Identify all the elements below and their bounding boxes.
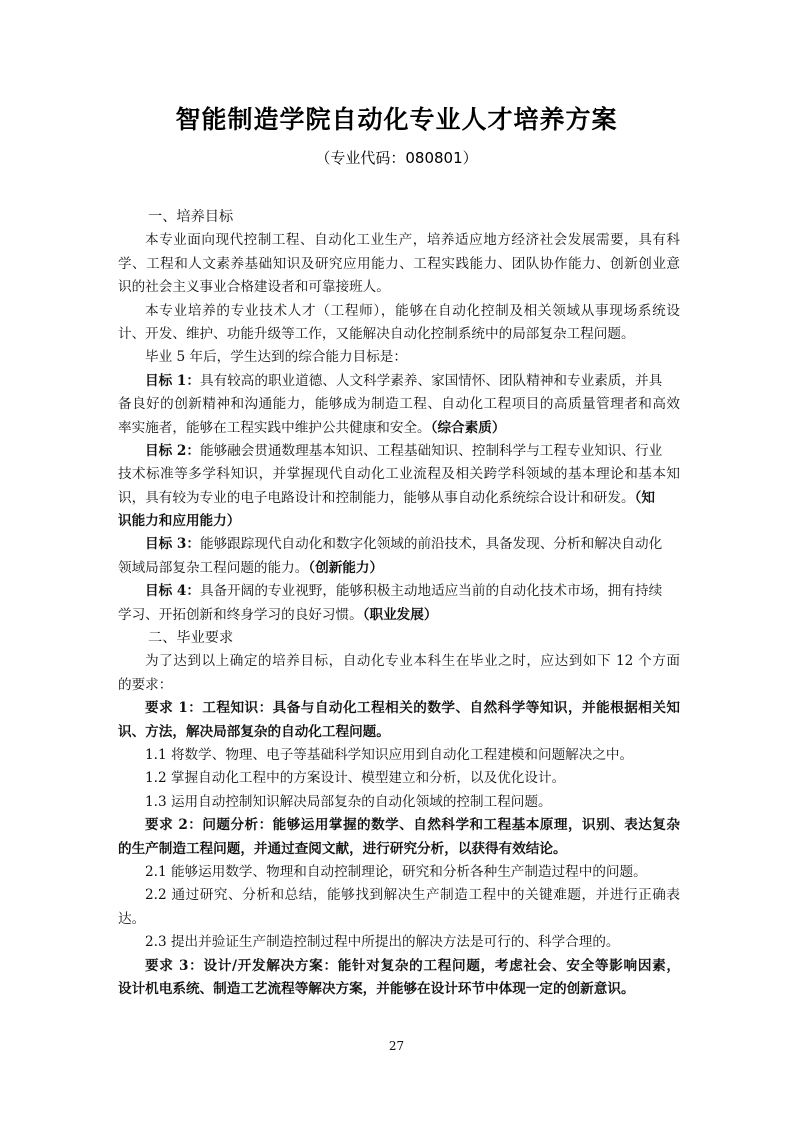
- requirement-item: 2.3 提出并验证生产制造控制过程中所提出的解决方法是可行的、科学合理的。: [145, 934, 620, 951]
- page-number: 27: [388, 1039, 405, 1053]
- paragraph-line: [118, 557, 680, 580]
- paragraph-line: [118, 604, 680, 627]
- goal-label: 目标 3：: [145, 536, 200, 553]
- paragraph-line: [118, 487, 680, 510]
- requirement-2-cont: 的生产制造工程问题，并通过查阅文献，进行研究分析，以获得有效结论。: [118, 840, 567, 857]
- paragraph-line: 识的社会主义事业合格建设者和可靠接班人。: [118, 279, 390, 296]
- goal-1: [118, 370, 680, 393]
- goal-label: 目标 1：: [145, 372, 200, 389]
- requirement-3: 要求 3：设计/开发解决方案：能针对复杂的工程问题，考虑社会、安全等影响因素，: [145, 957, 680, 974]
- document-body: [118, 206, 680, 1001]
- requirement-2: 要求 2：问题分析：能够运用掌握的数学、自然科学和工程基本原理，识别、表达复杂: [145, 817, 680, 834]
- goal-2: [118, 440, 680, 463]
- goal-text: 具有较高的职业道德、人文科学素养、家国情怀、团队精神和专业素质，并具: [199, 372, 663, 389]
- requirement-item: 2.1 能够运用数学、物理和自动控制理论，研究和分析各种生产制造过程中的问题。: [145, 863, 647, 880]
- goal-text: 领域局部复杂工程问题的能力。: [118, 559, 309, 576]
- goal-tag: （创新能力）: [308, 559, 384, 576]
- requirement-item: 1.2 掌握自动化工程中的方案设计、模型建立和分析，以及优化设计。: [145, 770, 566, 787]
- goal-tag: 识能力和应用能力）: [118, 513, 241, 530]
- paragraph-line: 本专业培养的专业技术人才（工程师），能够在自动化控制及相关领域从事现场系统设: [145, 302, 680, 319]
- goal-text: 识，具有较为专业的电子电路设计和控制能力，能够从事自动化系统综合设计和研发。: [118, 489, 635, 506]
- requirement-item: 1.3 运用自动控制知识解决局部复杂的自动化领域的控制工程问题。: [145, 793, 552, 810]
- goal-4: [118, 580, 680, 603]
- goal-label: 目标 4：: [145, 583, 200, 600]
- section-heading-goals: 一、培养目标: [148, 209, 234, 225]
- goal-text: 能够跟踪现代自动化和数字化领域的前沿技术，具备发现、分析和解决自动化: [199, 536, 663, 553]
- goal-tag: （综合素质）: [430, 419, 506, 436]
- paragraph-line: [118, 417, 680, 440]
- goal-tag: （职业发展）: [362, 606, 438, 623]
- paragraph-line: 计、开发、维护、功能升级等工作，又能解决自动化控制系统中的局部复杂工程问题。: [118, 325, 635, 342]
- paragraph-line: 备良好的创新精神和沟通能力，能够成为制造工程、自动化工程项目的高质量管理者和高效: [118, 396, 680, 413]
- goal-3: [118, 533, 680, 556]
- paragraph-line: 本专业面向现代控制工程、自动化工业生产，培养适应地方经济社会发展需要，具有科: [145, 232, 680, 249]
- goal-tag: （知: [634, 489, 655, 506]
- requirement-item: 2.2 通过研究、分析和总结，能够找到解决生产制造工程中的关键难题，并进行正确表: [145, 887, 680, 904]
- goal-label: 目标 2：: [145, 442, 200, 459]
- document-title: 智能制造学院自动化专业人才培养方案: [175, 105, 618, 134]
- requirement-1: 要求 1：工程知识：具备与自动化工程相关的数学、自然科学等知识，并能根据相关知: [145, 700, 680, 717]
- section-heading-requirements: 二、毕业要求: [148, 630, 234, 647]
- paragraph-line: 为了达到以上确定的培养目标，自动化专业本科生在毕业之时，应达到如下 12 个方面: [145, 653, 680, 670]
- requirement-3-cont: 设计机电系统、制造工艺流程等解决方案，并能够在设计环节中体现一定的创新意识。: [118, 980, 635, 997]
- goal-text: 学习、开拓创新和终身学习的良好习惯。: [118, 606, 363, 623]
- goal-text: 能够融会贯通数理基本知识、工程基础知识、控制科学与工程专业知识、行业: [199, 442, 663, 459]
- paragraph-line: 毕业 5 年后，学生达到的综合能力目标是：: [145, 349, 407, 366]
- paragraph-line: 学、工程和人文素养基础知识及研究应用能力、工程实践能力、团队协作能力、创新创业意: [118, 255, 680, 272]
- goal-text: 率实施者，能够在工程实践中维护公共健康和安全。: [118, 419, 431, 436]
- requirement-1-cont: 识、方法，解决局部复杂的自动化工程问题。: [118, 723, 390, 740]
- paragraph-line: 的要求：: [118, 676, 173, 693]
- goal-text: 具备开阔的专业视野，能够积极主动地适应当前的自动化技术市场，拥有持续: [199, 583, 663, 600]
- document-subtitle: （专业代码：080801）: [315, 149, 478, 167]
- paragraph-line: 技术标准等多学科知识，并掌握现代自动化工业流程及相关跨学科领域的基本理论和基本知: [118, 466, 680, 483]
- requirement-item-cont: 达。: [118, 910, 146, 927]
- requirement-item: 1.1 将数学、物理、电子等基础科学知识应用到自动化工程建模和问题解决之中。: [145, 746, 634, 763]
